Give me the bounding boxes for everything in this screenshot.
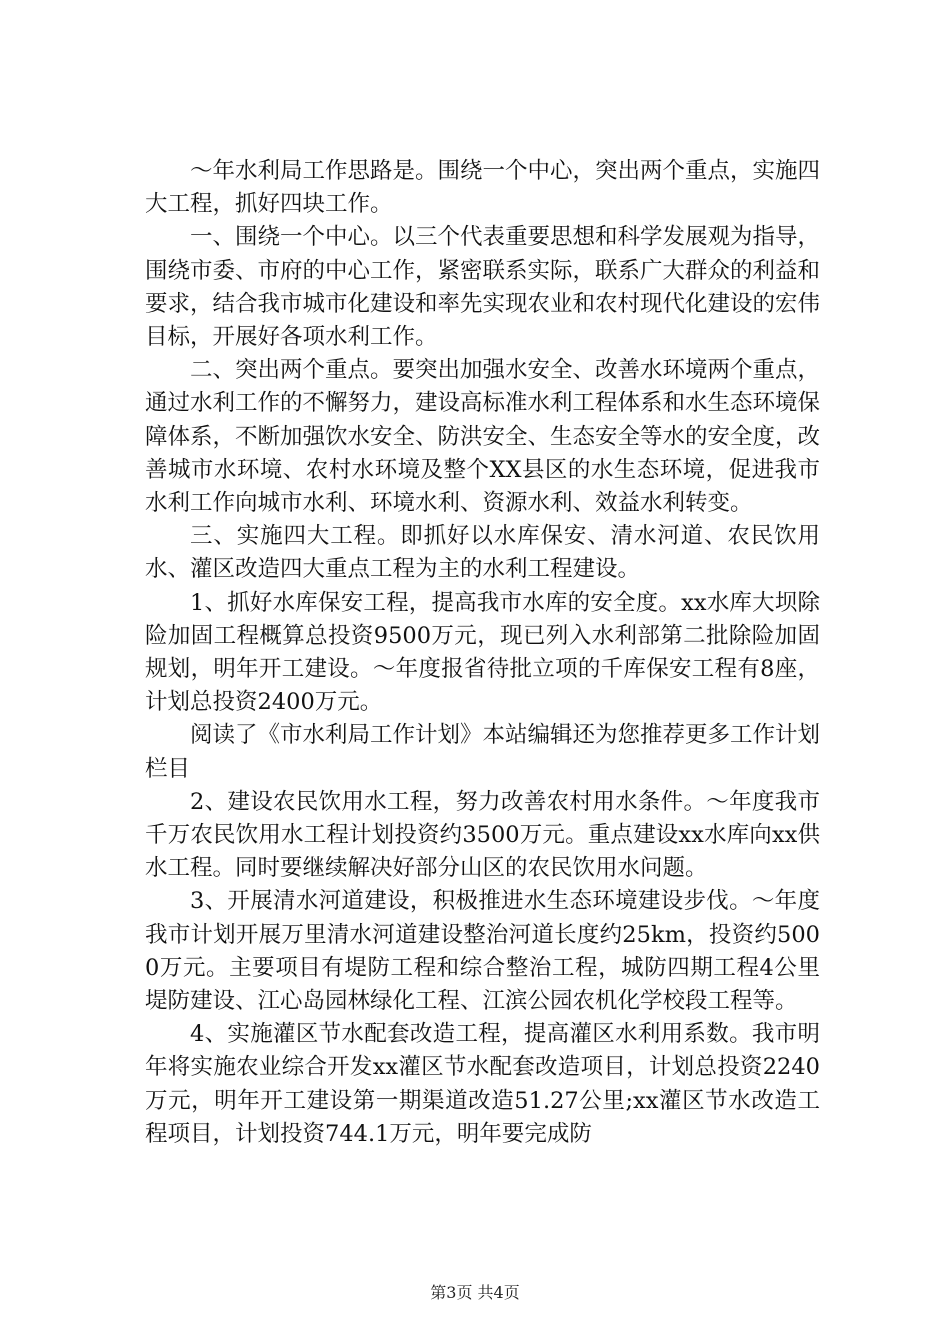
document-body [145, 155, 820, 1151]
paragraph-intro: ～年水利局工作思路是。围绕一个中心，突出两个重点，实施四大工程，抓好四块工作。 [145, 158, 821, 218]
paragraph-drinking-water: 2、建设农民饮用水工程，努力改善农村用水条件。～年度我市千万农民饮用水工程计划投资约3500万元。重点建设xx水库向xx供水工程。同时要继续解决好部分山区的农民饮用水问题。 [145, 788, 820, 882]
paragraph-reservoir: 1、抓好水库保安工程，提高我市水库的安全度。xx水库大坝除险加固工程概算总投资9500万元，现已列入水利部第二批除险加固规划，明年开工建设。～年度报省待批立项的千库保安工程有8座，计划总投资2400万元。 [145, 589, 820, 716]
paragraph-four-projects: 三、实施四大工程。即抓好以水库保安、清水河道、农民饮用水、灌区改造四大重点工程为主的水利工程建设。 [145, 523, 820, 583]
page-footer: 第3页 共4页 [430, 1283, 520, 1302]
paragraph-recommend: 阅读了《市水利局工作计划》本站编辑还为您推荐更多工作计划栏目 [145, 722, 821, 782]
paragraph-river: 3、开展清水河道建设，积极推进水生态环境建设步伐。～年度我市计划开展万里清水河道建设整治河道长度约25km，投资约5000万元。主要项目有堤防工程和综合整治工程，城防四期工程4公里堤防建设、江心岛园林绿化工程、江滨公园农机化学校段工程等。 [145, 888, 820, 1015]
paragraph-one-center: 一、围绕一个中心。以三个代表重要思想和科学发展观为指导，围绕市委、市府的中心工作，紧密联系实际，联系广大群众的利益和要求，结合我市城市化建设和率先实现农业和农村现代化建设的宏伟目标，开展好各项水利工作。 [145, 224, 821, 351]
paragraph-irrigation: 4、实施灌区节水配套改造工程，提高灌区水利用系数。我市明年将实施农业综合开发xx灌区节水配套改造项目，计划总投资2240万元，明年开工建设第一期渠道改造51.27公里;xx灌区节水改造工程项目，计划投资744.1万元，明年要完成防 [145, 1021, 820, 1147]
paragraph-two-focus: 二、突出两个重点。要突出加强水安全、改善水环境两个重点，通过水利工作的不懈努力，建设高标准水利工程体系和水生态环境保障体系，不断加强饮水安全、防洪安全、生态安全等水的安全度，改善城市水环境、农村水环境及整个XX县区的水生态环境，促进我市水利工作向城市水利、环境水利、资源水利、效益水利转变。 [145, 357, 821, 517]
